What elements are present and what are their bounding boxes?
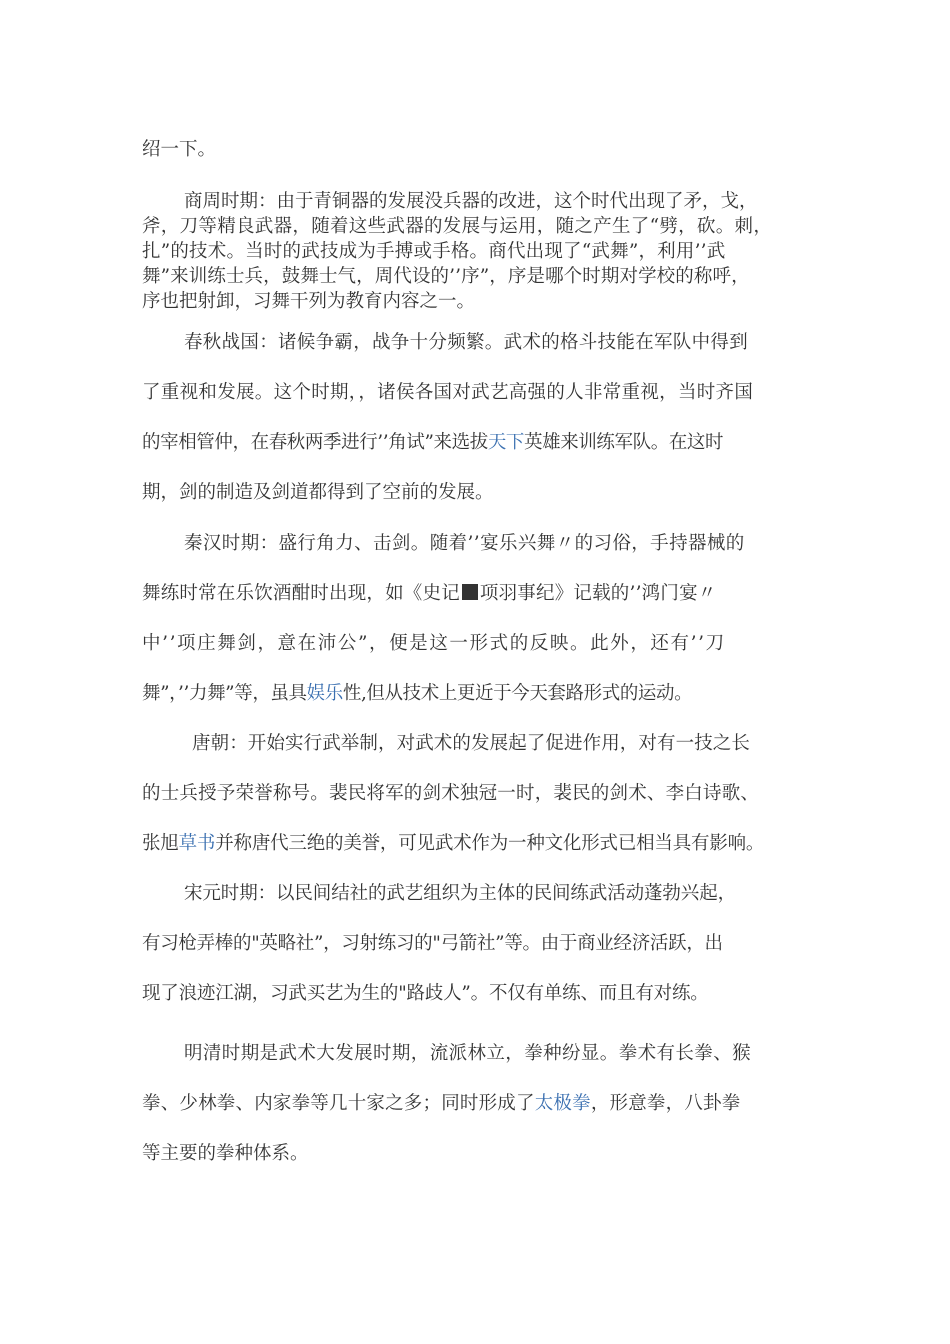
text-line: 宋元时期：以民间结社的武艺组织为主体的民间练武活动蓬勃兴起， [184, 883, 737, 904]
text-line: 春秋战国：诸候争霸，战争十分频繁。武术的格斗技能在军队中得到 [184, 332, 749, 353]
text-segment: 舞”，’’力舞”等，虽具 [142, 683, 307, 704]
text-line: 序也把射卸，习舞干列为教育内容之一。 [142, 291, 476, 312]
text-line: 明清时期是武术大发展时期，流派林立，拳种纷显。拳术有长拳、猴 [184, 1043, 752, 1064]
text-segment: 舞练时常在乐饮酒酣时出现，如《史记 [142, 583, 460, 604]
text-line [142, 832, 764, 856]
text-line: 斧，刀等精良武器，随着这些武器的发展与运用，随之产生了“劈，砍。刺， [142, 216, 773, 237]
text-segment: 的宰相管仲，在春秋两季进行’’角试”来选拔 [142, 432, 488, 453]
caoshu-link[interactable]: 草书 [178, 833, 216, 854]
text-line: 唐朝：开始实行武举制，对武术的发展起了促进作用，对有一技之长 [192, 733, 751, 754]
text-line: 有习枪弄棒的"英略社”，习射练习的"弓箭社”等。由于商业经济活跃，出 [142, 933, 723, 954]
text-segment: ，形意拳，八卦拳 [590, 1093, 741, 1114]
text-segment: 拳、少林拳、内家拳等几十家之多；同时形成了 [142, 1093, 535, 1114]
text-segment: 并称唐代三绝的美誉，可见武术作为一种文化形式已相当具有影响。 [215, 833, 765, 854]
text-line: 等主要的拳种体系。 [142, 1143, 309, 1164]
text-segment: 项羽事纪》记载的’’鸿门宴〃 [479, 583, 717, 604]
text-line: 中’’项庄舞剑，意在沛公”，便是这一形式的反映。此外，还有’’刀 [142, 633, 726, 654]
text-segment: 英雄来训练军队。在这时 [524, 432, 724, 453]
taijiquan-link[interactable]: 太极拳 [534, 1093, 591, 1114]
text-line [142, 1092, 740, 1116]
text-segment: 张旭 [142, 833, 179, 854]
text-line: 秦汉时期：盛行角力、击剑。随着’’宴乐兴舞〃的习俗，手持器械的 [184, 533, 745, 554]
text-line: 商周时期：由于青铜器的发展没兵器的改进，这个时代出现了矛，戈， [184, 191, 758, 212]
text-line [142, 582, 716, 606]
text-line: 舞”来训练士兵，鼓舞士气，周代设的’’序”，序是哪个时期对学校的称呼， [142, 266, 750, 287]
text-line [142, 682, 692, 706]
black-square-glyph [462, 584, 478, 600]
text-line: 绍一下。 [142, 139, 217, 160]
text-line [142, 431, 723, 455]
text-line: 现了浪迹江湖，习武买艺为生的"路歧人”。不仅有单练、而且有对练。 [142, 983, 709, 1004]
text-line: 期，剑的制造及剑道都得到了空前的发展。 [142, 482, 494, 503]
tianxia-link[interactable]: 天下 [487, 432, 525, 453]
text-line: 了重视和发展。这个时期，，诸侯各国对武艺高强的人非常重视，当时齐国 [142, 382, 754, 403]
text-segment: 性,但从技术上更近于今天套路形式的运动。 [342, 683, 693, 704]
yule-link[interactable]: 娱乐 [306, 683, 343, 704]
text-line: 的士兵授予荣誉称号。裴民将军的剑术独冠一时，裴民的剑术、李白诗歌、 [142, 783, 760, 804]
text-line: 扎”的技术。当时的武技成为手搏或手格。商代出现了“武舞”，利用’’武 [142, 241, 726, 262]
